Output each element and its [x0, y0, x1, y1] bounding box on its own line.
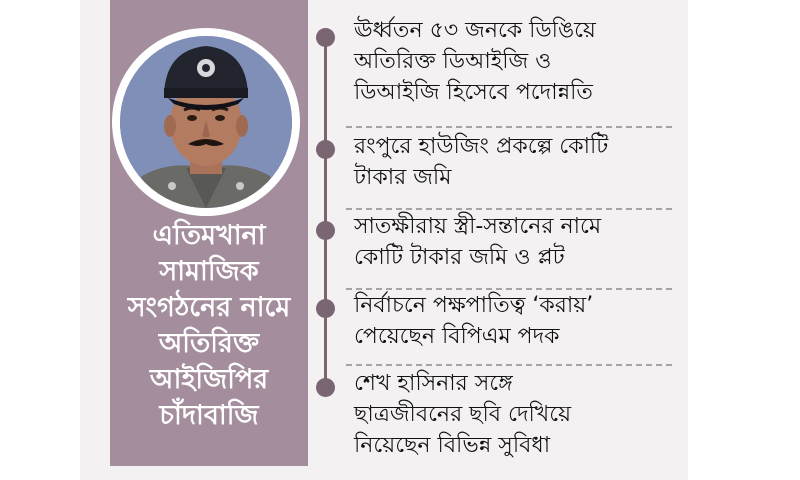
divider — [346, 364, 672, 366]
officer-portrait — [120, 36, 292, 208]
point-line: সাতক্ষীরায় স্ত্রী-সন্তানের নামে — [354, 214, 602, 239]
headline-line: চাঁদাবাজি — [159, 400, 259, 431]
timeline-dot — [316, 378, 335, 397]
timeline-line — [324, 38, 327, 390]
divider — [346, 208, 672, 210]
headline-line: এতিমখানা — [152, 220, 266, 251]
point-line: অতিরিক্ত ডিআইজি ও — [354, 49, 552, 74]
point-line: কোটি টাকার জমি ও প্লট — [354, 245, 565, 270]
point-line: নির্বাচনে পক্ষপাতিত্ব ‘করায়’ — [354, 293, 594, 318]
headline-line: সামাজিক — [159, 256, 259, 287]
point-line: ডিআইজি হিসেবে পদোন্নতি — [354, 80, 593, 105]
officer-portrait-illustration — [120, 36, 292, 208]
headline-line: সংগঠনের নামে — [127, 292, 291, 323]
headline-line: আইজিপির — [149, 364, 269, 395]
timeline-dot — [316, 140, 335, 159]
headline-text — [110, 218, 308, 434]
point-line: শেখ হাসিনার সঙ্গে — [354, 371, 513, 396]
divider — [346, 126, 672, 128]
point-line: নিয়েছেন বিভিন্ন সুবিধা — [354, 433, 551, 458]
point-2 — [354, 131, 684, 193]
point-5 — [354, 368, 684, 461]
point-line: রংপুরে হাউজিং প্রকল্পে কোটি — [354, 134, 609, 159]
point-3 — [354, 211, 684, 273]
timeline-dot — [316, 221, 335, 240]
point-line: ছাত্রজীবনের ছবি দেখিয়ে — [354, 402, 572, 427]
point-line: পেয়েছেন বিপিএম পদক — [354, 324, 560, 349]
timeline-dot — [316, 299, 335, 318]
headline-line: অতিরিক্ত — [158, 328, 260, 359]
point-line: ঊর্ধ্বতন ৫৩ জনকে ডিঙিয়ে — [354, 18, 596, 43]
point-line: টাকার জমি — [354, 165, 452, 190]
timeline-dot — [316, 28, 335, 47]
point-4 — [354, 290, 684, 352]
point-1 — [354, 15, 684, 108]
